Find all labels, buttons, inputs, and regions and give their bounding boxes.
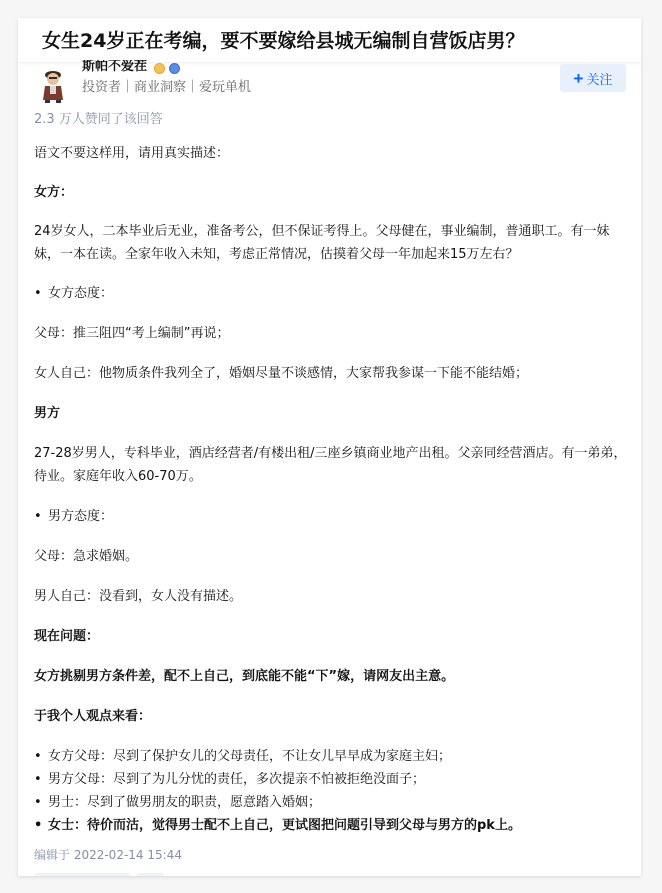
author-name[interactable]: 斯帕不爱茬 (82, 60, 148, 74)
paragraph: 男人自己：没看到，女人没有描述。 (34, 589, 243, 604)
author-info (36, 60, 626, 110)
upvote-summary: 2.3 万人赞同了该回答 (34, 112, 163, 127)
heading-female: 女方： (34, 185, 74, 200)
heading-male: 男方 (34, 406, 61, 421)
paragraph-problem: 女方挑剔男方条件差，配不上自己，到底能不能“下”嫁，请网友出主意。 (34, 669, 455, 684)
follow-label: 关注 (586, 71, 613, 87)
list-item: • 女士：待价而沽，觉得男士配不上自己，更试图把问题引导到父母与男方的pk上。 (34, 818, 521, 833)
list-item: • 女方父母：尽到了保护女儿的父母责任，不让女儿早早成为家庭主妇； (34, 749, 452, 764)
paragraph-female: 24岁女人，二本毕业后无业，准备考公，但不保证考得上。父母健在，事业编制，普通职工。有一妹妹，一本在读。全家年收入未知，考虑正常情况，估摸着父母一年加起来15万左右？ (34, 224, 610, 262)
heading-problem: 现在问题： (34, 629, 100, 644)
follow-button[interactable] (560, 64, 626, 92)
plus-icon: + (573, 68, 584, 88)
downvote-button[interactable] (136, 873, 164, 876)
avatar[interactable] (36, 66, 70, 100)
paragraph: 父母：推三阻四“考上编制”再说； (34, 326, 230, 341)
gold-badge-icon (154, 63, 165, 74)
list-item: • 男方父母：尽到了为儿分忧的责任，多次提亲不怕被拒绝没面子； (34, 772, 426, 787)
vote-button[interactable] (34, 873, 130, 876)
paragraph-male: 27-28岁男人，专科毕业，酒店经营者/有楼出租/三座乡镇商业地产出租。父亲同经营酒店。有一弟弟，待业。家庭年收入60-70万。 (34, 446, 627, 484)
verified-badge-icon (169, 63, 180, 74)
question-header (18, 18, 641, 62)
answer-card (18, 18, 641, 876)
question-title[interactable]: 女生24岁正在考编，要不要嫁给县城无编制自营饭店男？ (42, 30, 525, 52)
paragraph: 父母：急求婚姻。 (34, 549, 139, 564)
list-item: • 男士：尽到了做男朋友的职责，愿意踏入婚姻； (34, 795, 322, 810)
list-item: • 女方态度： (34, 286, 114, 301)
paragraph: 女人自己：他物质条件我列全了，婚姻尽量不谈感情，大家帮我参谋一下能不能结婚； (34, 366, 529, 381)
paragraph: 语文不要这样用，请用真实描述： (34, 146, 230, 161)
heading-opinion: 于我个人观点来看： (34, 709, 152, 724)
list-item: • 男方态度： (34, 509, 114, 524)
author-headline: 投资者｜商业洞察｜爱玩单机 (82, 80, 252, 95)
edit-time[interactable]: 编辑于 2022-02-14 15:44 (34, 848, 182, 862)
